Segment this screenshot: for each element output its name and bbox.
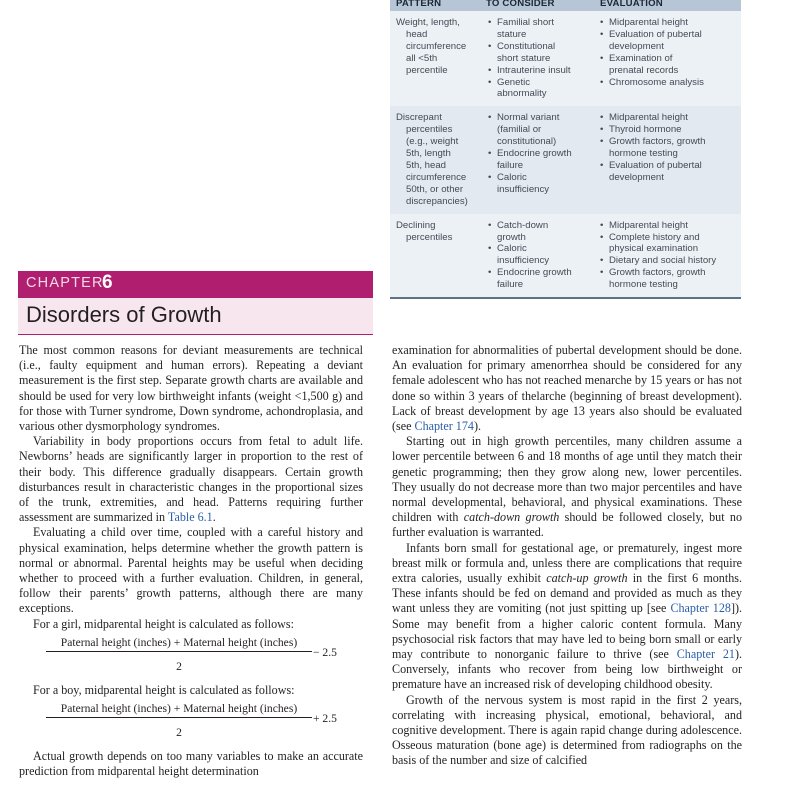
list-item-line: • Constitutional — [497, 40, 556, 52]
list-item — [598, 29, 737, 53]
list-item-line: • Genetic — [497, 76, 531, 88]
list-item — [598, 160, 737, 184]
list-item-line: • Endocrine growth — [497, 267, 572, 279]
header-evaluation: EVALUATION — [594, 0, 741, 11]
list-item — [598, 255, 737, 267]
bullet-list — [486, 220, 590, 291]
bullet-list — [486, 112, 590, 195]
list-item-line: • Caloric — [497, 243, 527, 255]
paragraph-text: Starting out in high growth percentiles, many children assume a lower percentile between 6 and 18 months of age until they match their genetic programming; then they grow along new, lower percentiles. They usually do not decrease more than two major percentiles and have normal developmental, behavioral, and physical examinations. These children with — [392, 434, 742, 525]
chapter-title-box — [18, 298, 373, 335]
list-item — [486, 243, 590, 267]
bullet-list — [598, 112, 737, 183]
list-item-line: • Midparental height — [609, 219, 688, 231]
boy-midparental-formula — [19, 701, 363, 743]
list-item-line: • Evaluation of pubertal — [609, 28, 702, 40]
list-item — [486, 220, 590, 244]
bullet-list — [486, 17, 590, 100]
list-item-line: hormone testing — [609, 148, 678, 160]
formula-numerator: Paternal height (inches) + Maternal height (inches) — [46, 635, 312, 652]
pattern-line: Declining — [396, 219, 436, 231]
list-item-line: • Growth factors, growth — [609, 267, 706, 279]
paragraph — [392, 343, 742, 434]
list-item-line: insufficiency — [497, 183, 550, 195]
paragraph: Actual growth depends on too many variables to make an accurate prediction from midparental height determination — [19, 749, 363, 779]
list-item-line: development — [609, 171, 664, 183]
list-item — [486, 172, 590, 196]
paragraph — [392, 434, 742, 540]
list-item-line: hormone testing — [609, 279, 678, 291]
chapter-174-link[interactable]: Chapter 174 — [414, 419, 474, 434]
list-item-line: • Midparental height — [609, 112, 688, 124]
paragraph-text: Infants born small for gestational age, or prematurely, ingest more breast milk or formula and, unless there are complications that require extra calories, usually exhibit — [392, 540, 742, 586]
boy-formula-intro: For a boy, midparental height is calculated as follows: — [33, 682, 295, 697]
formula-numerator: Paternal height (inches) + Maternal height (inches) — [46, 701, 312, 718]
table-6-1-link[interactable]: Table 6.1 — [167, 510, 213, 525]
pattern-line: (e.g., weight — [406, 136, 459, 148]
list-item — [486, 112, 590, 148]
formula-denominator: 2 — [176, 659, 182, 673]
list-item-line: • Chromosome analysis — [609, 76, 704, 88]
formula-denominator: 2 — [176, 726, 182, 740]
list-item — [598, 232, 737, 256]
paragraph-text: ). Conversely, infants who recover from being low birthweight or premature have an increased risk of developing childhood obesity. — [392, 647, 742, 692]
list-item — [598, 17, 737, 29]
evaluation-cell — [594, 106, 741, 213]
pattern-cell — [390, 11, 480, 106]
paragraph-text: ). — [473, 419, 482, 434]
paragraph-text: should be followed closely, but no further evaluation is warranted. — [392, 510, 743, 540]
pattern-line: 5th, length — [406, 148, 451, 160]
list-item — [486, 267, 590, 291]
formula-adjustment: + 2.5 — [313, 712, 337, 726]
list-item-line: • Evaluation of pubertal — [609, 159, 702, 171]
paragraph — [19, 434, 363, 525]
list-item — [598, 136, 737, 160]
bullet-list — [598, 17, 737, 88]
consider-cell — [480, 11, 594, 106]
header-pattern: PATTERN — [390, 0, 480, 11]
emphasis-catch-down-growth: catch-down growth — [463, 510, 560, 525]
list-item-line: • Examination of — [609, 52, 673, 64]
list-item-line: • Complete history and — [609, 231, 700, 243]
evaluation-cell — [594, 214, 741, 298]
girl-formula-intro: For a girl, midparental height is calculated as follows: — [33, 616, 294, 631]
chapter-band — [18, 271, 373, 298]
girl-midparental-formula — [19, 635, 363, 677]
list-item-line: • Intrauterine insult — [497, 64, 571, 76]
evaluation-cell — [594, 11, 741, 106]
list-item-line: • Endocrine growth — [497, 148, 572, 160]
list-item-line: short stature — [497, 52, 551, 64]
list-item — [598, 53, 737, 77]
list-item-line: • Dietary and social history — [609, 255, 717, 267]
list-item — [486, 17, 590, 41]
list-item-line: stature — [497, 28, 527, 40]
growth-pattern-table — [390, 0, 741, 299]
paragraph-text: in the first 6 months. These infants should be fed on demand and provided as much as they want unless they are vomiting (not just spitting up [see — [392, 571, 742, 616]
list-item-line: abnormality — [497, 88, 547, 100]
list-item-line: insufficiency — [497, 255, 550, 267]
paragraph: Evaluating a child over time, coupled with a careful history and physical examination, helps determine whether the growth pattern is normal or abnormal. Parental heights may be useful when deciding whether to proceed with a further evaluation. Children, in general, follow their parents’ growth patterns, although there are many exceptions. — [19, 525, 363, 616]
pattern-line: Weight, length, — [396, 17, 460, 28]
pattern-line: percentiles — [406, 124, 453, 136]
list-item — [598, 220, 737, 232]
pattern-line: head — [406, 28, 428, 40]
list-item — [486, 65, 590, 77]
chapter-label: CHAPTER — [26, 275, 104, 291]
table-header-row — [390, 0, 741, 11]
pattern-cell — [390, 214, 480, 298]
pattern-line: 50th, or other — [406, 183, 464, 195]
pattern-line: discrepancies) — [406, 195, 468, 207]
paragraph-text: Variability in body proportions occurs from fetal to adult life. Newborns’ heads are significantly larger in proportion to the rest of their body. This difference gradually disappears. Certain growth disturbances result in characteristic changes in the proportional sizes of the trunk, extremities, and head. Patterns requiring further assessment are summarized in — [19, 434, 363, 525]
list-item — [598, 112, 737, 124]
list-item-line: • Caloric — [497, 171, 527, 183]
header-to-consider: TO CONSIDER — [480, 0, 594, 11]
left-column — [19, 343, 363, 779]
consider-cell — [480, 214, 594, 298]
table-row — [390, 106, 741, 213]
list-item — [486, 148, 590, 172]
list-item-line: failure — [497, 159, 524, 171]
pattern-cell — [390, 106, 480, 213]
pattern-line: percentile — [406, 64, 448, 76]
paragraph-text: . — [212, 510, 216, 525]
list-item-line: development — [609, 40, 664, 52]
list-item — [598, 267, 737, 291]
paragraph-text: examination for abnormalities of pubertal development should be done. An evaluation for primary amenorrhea should be considered for any female adolescent who has not reached menarche by 15 years or has not done so within 3 years of thelarche (beginning of breast development). Lack of breast development by age 13 years also should be evaluated (see — [392, 343, 742, 434]
list-item-line: • Catch-down — [497, 219, 549, 231]
paragraph: The most common reasons for deviant measurements are technical (i.e., faulty equipment and human errors). Repeating a deviant measurement is the first step. Separate growth charts are available and should be used for very low birthweight infants (weight <1,500 g) and for those with Turner syndrome, Down syndrome, achondroplasia, and various other dysmorphology syndromes. — [19, 343, 363, 434]
list-item-line: • Midparental height — [609, 17, 688, 28]
list-item-line: constitutional) — [497, 136, 557, 148]
paragraph — [392, 541, 742, 693]
paragraph: Growth of the nervous system is most rapid in the first 2 years, correlating with increasing physical, emotional, behavioral, and cognitive development. There is again rapid change during adolescence. Osseous maturation (bone age) is determined from radiographs on the basis of the number and size of calcified — [392, 692, 742, 768]
list-item-line: physical examination — [609, 243, 699, 255]
pattern-line: circumference — [406, 171, 467, 183]
list-item — [598, 77, 737, 89]
chapter-title: Disorders of Growth — [26, 302, 222, 327]
table-row — [390, 214, 741, 298]
emphasis-catch-up-growth: catch-up growth — [546, 571, 628, 586]
bullet-list — [598, 220, 737, 291]
right-column — [392, 343, 742, 769]
list-item-line: • Familial short — [497, 17, 555, 28]
consider-cell — [480, 106, 594, 213]
pattern-line: all <5th — [406, 52, 438, 64]
pattern-line: circumference — [406, 40, 467, 52]
pattern-line: Discrepant — [396, 112, 442, 124]
table-row — [390, 11, 741, 106]
list-item-line: • Normal variant — [497, 112, 560, 124]
list-item-line: • Growth factors, growth — [609, 136, 706, 148]
list-item-line: growth — [497, 231, 526, 243]
list-item-line: prenatal records — [609, 64, 679, 76]
chapter-number: 6 — [102, 272, 113, 293]
pattern-line: percentiles — [406, 231, 453, 243]
formula-adjustment: − 2.5 — [313, 645, 337, 659]
list-item-line: • Thyroid hormone — [609, 124, 682, 136]
paragraph-text: ]). Some may benefit from a higher caloric content formula. Many psychosocial risk factors that may have led to being born small or early may contribute to nonorganic failure to thrive (see — [392, 601, 743, 662]
chapter-21-link[interactable]: Chapter 21 — [676, 647, 735, 662]
list-item-line: failure — [497, 279, 524, 291]
chapter-128-link[interactable]: Chapter 128 — [670, 601, 731, 616]
list-item — [486, 77, 590, 101]
list-item — [598, 124, 737, 136]
list-item-line: (familial or — [497, 124, 542, 136]
pattern-line: 5th, head — [406, 159, 447, 171]
list-item — [486, 41, 590, 65]
